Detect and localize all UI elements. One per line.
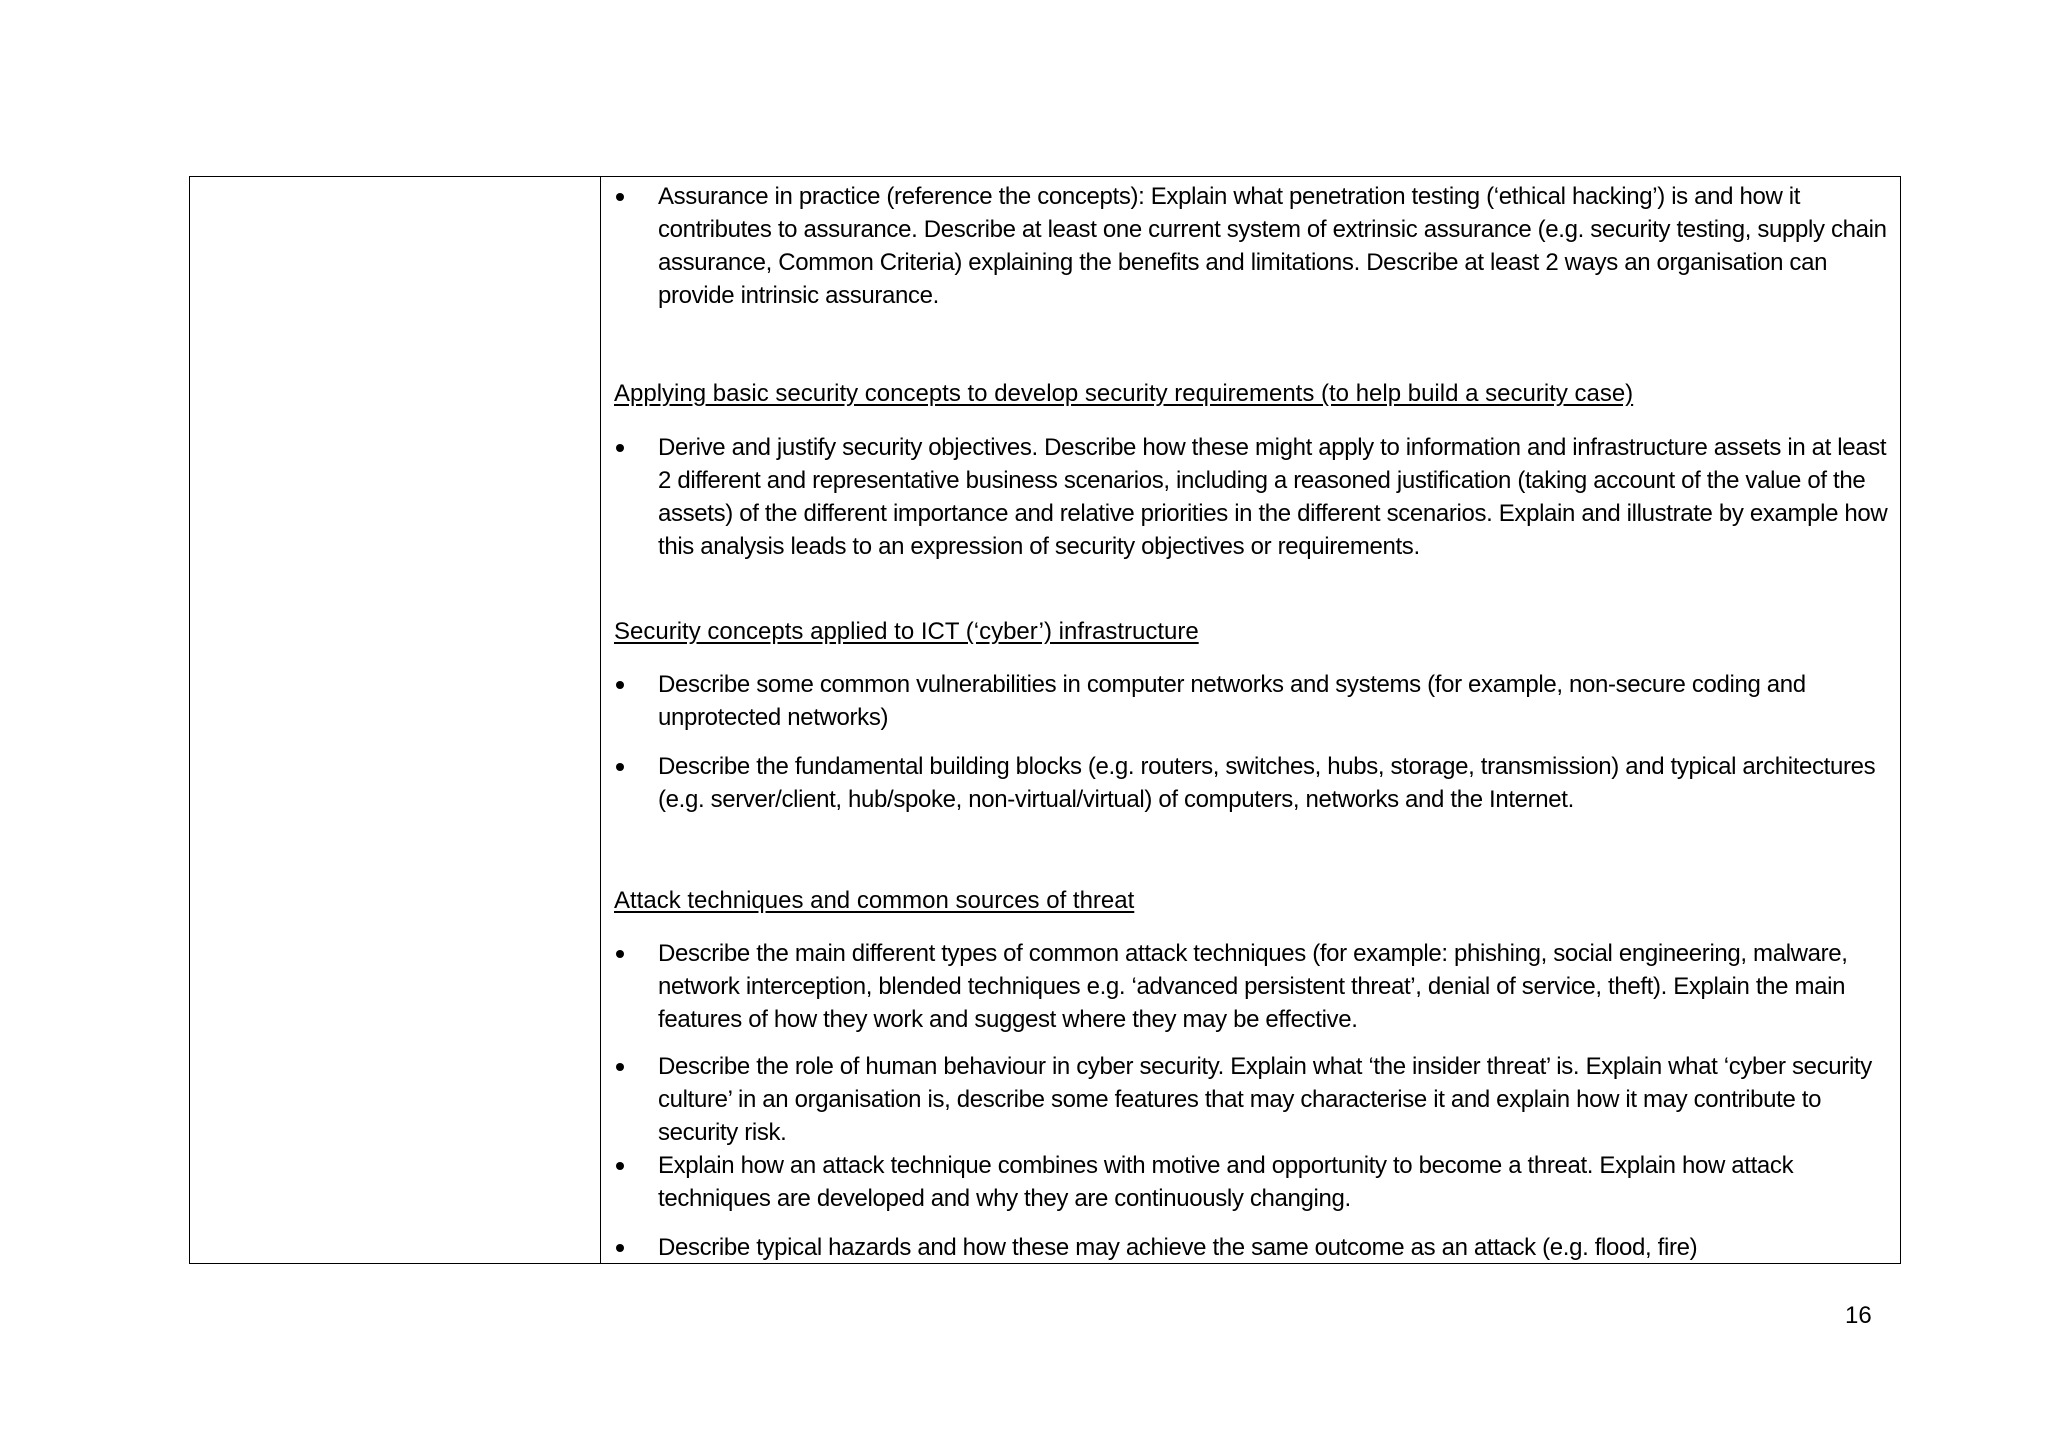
bullet-icon xyxy=(601,1231,658,1263)
bullet-text: Explain how an attack technique combines with motive and opportunity to become a threat. Explain how attack techniques are developed and why they are continuously changing. xyxy=(658,1152,1794,1212)
bullet-icon xyxy=(601,750,658,816)
bullet-icon xyxy=(601,1149,658,1215)
bullet-icon xyxy=(601,668,658,734)
table-right-column xyxy=(601,177,1900,1263)
table-left-column xyxy=(190,177,601,1263)
section-heading-attack-techniques: Attack techniques and common sources of threat xyxy=(614,887,1135,914)
bullet-text: Describe typical hazards and how these may achieve the same outcome as an attack (e.g. flood, fire) xyxy=(658,1234,1698,1261)
bullet-icon xyxy=(601,937,658,1036)
bullet-item-attack-threat xyxy=(601,1149,1900,1215)
bullet-text: Describe the role of human behaviour in cyber security. Explain what ‘the insider threat’ is. Explain what ‘cyber security culture’ in an organisation is, describe some features that may characterise it and explain how it may contribute to security risk. xyxy=(658,1053,1872,1146)
bullet-text: Describe the main different types of common attack techniques (for example: phishing, social engineering, malware, network interception, blended techniques e.g. ‘advanced persistent threat’, denial of service, theft). Explain the main features of how they work and suggest where they may be effective. xyxy=(658,940,1848,1033)
bullet-item-human-behaviour xyxy=(601,1050,1900,1149)
bullet-text: Describe some common vulnerabilities in computer networks and systems (for example, non-secure coding and unprotected networks) xyxy=(658,671,1806,731)
syllabus-table xyxy=(189,176,1901,1264)
bullet-item-building-blocks xyxy=(601,750,1900,816)
section-heading-security-requirements: Applying basic security concepts to develop security requirements (to help build a security case) xyxy=(614,380,1634,407)
page-number: 16 xyxy=(1845,1302,1872,1329)
bullet-item-attack-types xyxy=(601,937,1900,1036)
section-heading-ict-infrastructure: Security concepts applied to ICT (‘cyber’) infrastructure xyxy=(614,618,1199,645)
bullet-item-vulnerabilities xyxy=(601,668,1900,734)
bullet-item-hazards xyxy=(601,1231,1900,1263)
bullet-text: Describe the fundamental building blocks (e.g. routers, switches, hubs, storage, transmission) and typical architectures (e.g. server/client, hub/spoke, non-virtual/virtual) of computers, networks and the Internet. xyxy=(658,753,1876,813)
bullet-text: Assurance in practice (reference the concepts): Explain what penetration testing (‘ethical hacking’) is and how it contributes to assurance. Describe at least one current system of extrinsic assurance (e.g. security testing, supply chain assurance, Common Criteria) explaining the benefits and limitations. Describe at least 2 ways an organisation can provide intrinsic assurance. xyxy=(658,183,1887,309)
bullet-icon xyxy=(601,1050,658,1149)
bullet-item-assurance-in-practice xyxy=(601,180,1900,312)
bullet-item-security-objectives xyxy=(601,431,1900,563)
bullet-icon xyxy=(601,431,658,563)
bullet-text: Derive and justify security objectives. Describe how these might apply to information and infrastructure assets in at least 2 different and representative business scenarios, including a reasoned justification (taking account of the value of the assets) of the different importance and relative priorities in the different scenarios. Explain and illustrate by example how this analysis leads to an expression of security objectives or requirements. xyxy=(658,434,1888,560)
bullet-icon xyxy=(601,180,658,312)
